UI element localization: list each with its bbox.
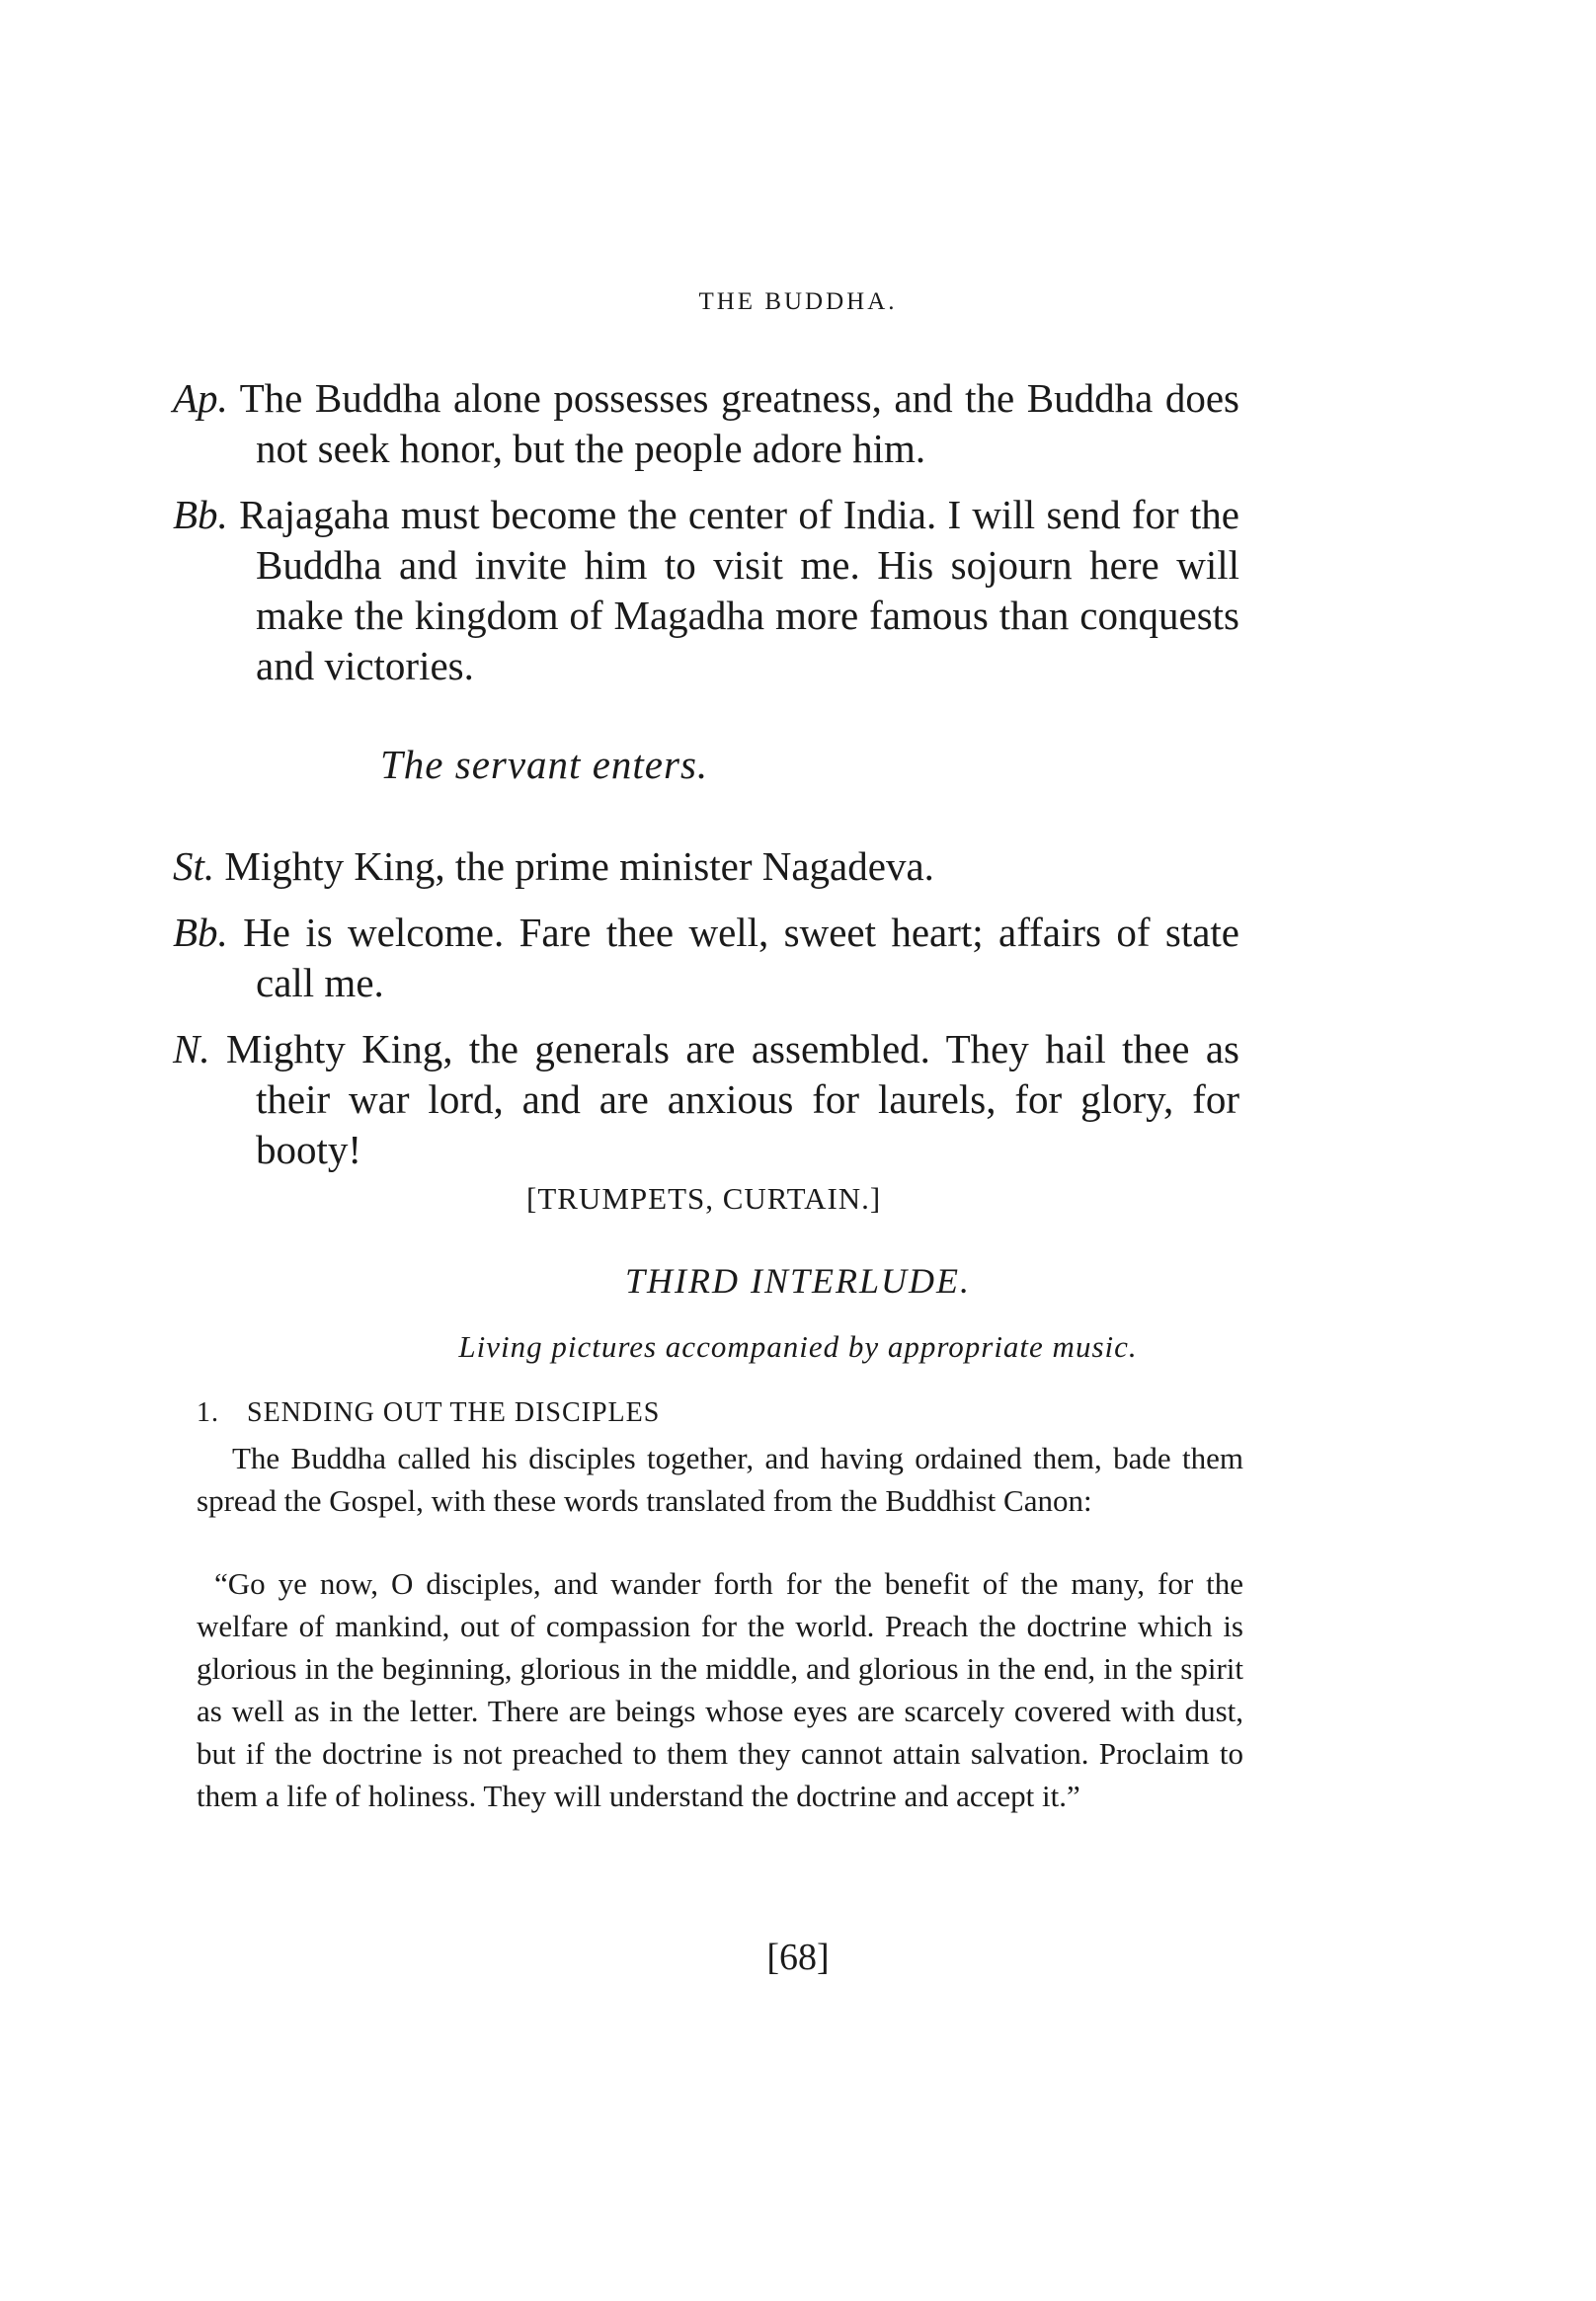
quote-paragraph: “Go ye now, O disciples, and wander forth for the benefit of the many, for the welfare of mankind, out of compassion for the world. Preach the doctrine which is glorious in the beginning, glorious in the middle, and glorious in the end, in the spirit as well as in the letter. There are beings whose eyes are scarcely covered with dust, but if the doctrine is not preached to them they cannot attain salvation. Proclaim to them a life of holiness. They will understand the doctrine and accept it.” [197, 1566, 1243, 1813]
speech-text: He is welcome. Fare thee well, sweet heart; affairs of state call me. [243, 910, 1240, 1005]
speech-text: Mighty King, the generals are assembled. They hail thee as their war lord, and are anxious for laurels, for glory, for booty! [226, 1026, 1239, 1172]
speech-bb [173, 490, 1239, 691]
interlude-subtitle: Living pictures accompanied by appropriate music. [458, 1329, 1138, 1364]
section-heading [197, 1397, 660, 1429]
speaker-label: N. [173, 1026, 210, 1071]
speech-text: Mighty King, the prime minister Nagadeva. [224, 843, 934, 889]
page-number: [68] [766, 1937, 830, 1978]
dialogue-block-bottom [173, 841, 1239, 1175]
speaker-label: Ap. [173, 375, 228, 421]
interlude-title: THIRD INTERLUDE. [624, 1261, 971, 1301]
section-title: SENDING OUT THE DISCIPLES [247, 1397, 661, 1428]
speaker-label: Bb. [173, 910, 228, 955]
speaker-label: St. [173, 843, 215, 889]
running-head: THE BUDDHA. [698, 288, 898, 315]
speech-ap [173, 373, 1239, 474]
section-number: 1. [197, 1397, 219, 1428]
dialogue-block-top [173, 373, 1239, 691]
narrative-paragraph: The Buddha called his disciples together, and having ordained them, bade them spread the Gospel, with these words translated from the Buddhist Canon: [197, 1441, 1243, 1518]
speech-text: The Buddha alone possesses greatness, and the Buddha does not seek honor, but the people adore him. [239, 375, 1240, 471]
stage-direction: The servant enters. [380, 742, 709, 787]
speech-bb [173, 908, 1239, 1008]
speech-text: Rajagaha must become the center of India. I will send for the Buddha and invite him to visit me. His sojourn here will make the kingdom of Magadha more famous than conquests and victories. [239, 492, 1240, 688]
speech-n [173, 1024, 1239, 1175]
speech-st [173, 841, 1239, 892]
curtain-cue: [TRUMPETS, CURTAIN.] [526, 1181, 882, 1216]
speaker-label: Bb. [173, 492, 228, 537]
